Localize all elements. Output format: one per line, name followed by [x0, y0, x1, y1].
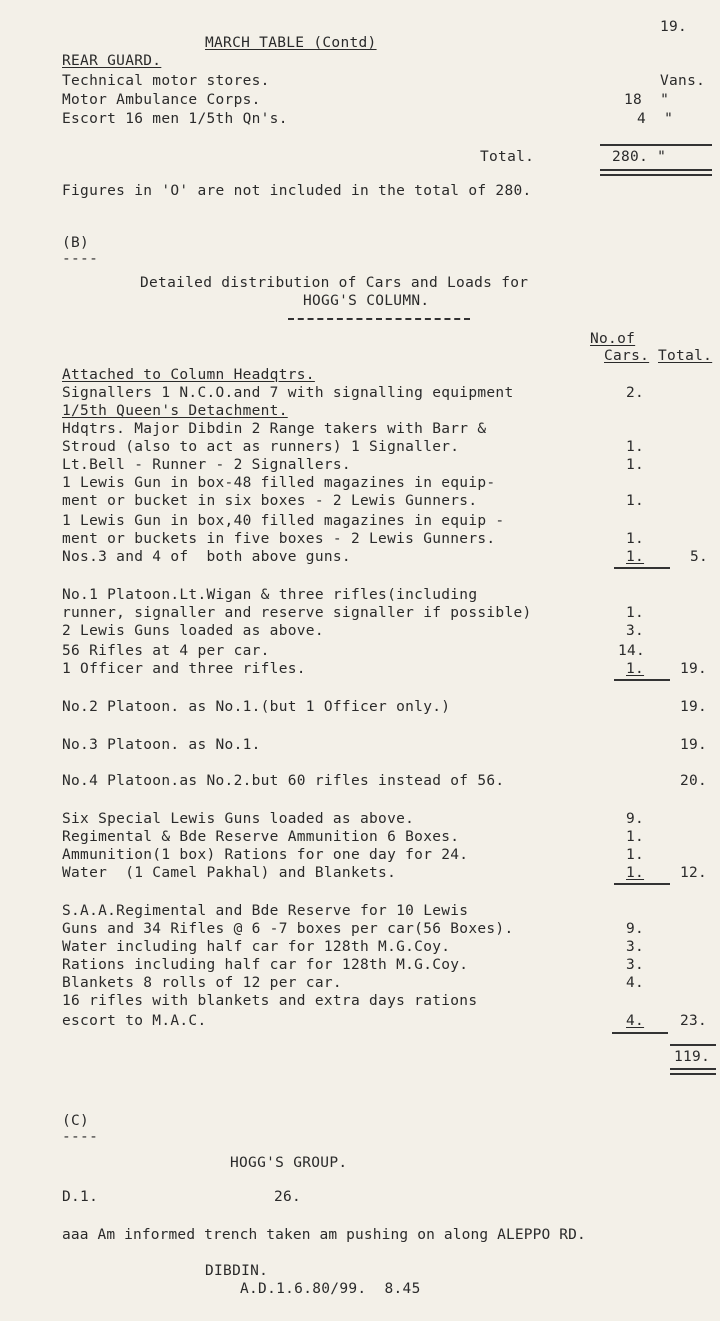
detail-line: 16 rifles with blankets and extra days rations [62, 993, 478, 1009]
cars-value: 1. [626, 439, 645, 455]
cars-subtotal-rule [614, 679, 670, 681]
detail-line: Blankets 8 rolls of 12 per car. [62, 975, 342, 991]
total-column-header: Total. [658, 348, 713, 364]
cars-value: 1. [626, 493, 645, 509]
cars-column-header: Cars. [604, 348, 650, 364]
total-label: Total. [480, 149, 535, 165]
detail-line: No.3 Platoon. as No.1. [62, 737, 261, 753]
section-b-marker: (B) [62, 235, 90, 251]
total-value: 12. [680, 865, 708, 881]
detail-line: ment or buckets in five boxes - 2 Lewis Gunners. [62, 531, 496, 547]
rear-guard-item: Escort 16 men 1/5th Qn's. [62, 111, 288, 127]
detail-line: 56 Rifles at 4 per car. [62, 643, 270, 659]
message-ref-number: 26. [274, 1189, 302, 1205]
total-value: 19. [680, 661, 708, 677]
section-b-title: Detailed distribution of Cars and Loads for [140, 275, 529, 291]
message-ref: D.1. [62, 1189, 99, 1205]
signature-ref: A.D.1.6.80/99. 8.45 [240, 1281, 421, 1297]
cars-value: 1. [626, 847, 645, 863]
cars-value: 3. [626, 957, 645, 973]
detail-line: Ammunition(1 box) Rations for one day for 24. [62, 847, 469, 863]
detail-line: runner, signaller and reserve signaller if possible) [62, 605, 532, 621]
cars-value: 1. [626, 829, 645, 845]
total-rule-bottom [600, 169, 712, 176]
cars-value: 9. [626, 921, 645, 937]
total-value: 20. [680, 773, 708, 789]
rear-guard-value: 4 " [637, 111, 674, 127]
total-value: 19. [680, 699, 708, 715]
footnote: Figures in 'O' are not included in the total of 280. [62, 183, 532, 199]
detail-line: Guns and 34 Rifles @ 6 -7 boxes per car(56 Boxes). [62, 921, 514, 937]
detail-line: ment or bucket in six boxes - 2 Lewis Gunners. [62, 493, 478, 509]
detail-line: 1/5th Queen's Detachment. [62, 403, 288, 419]
detail-line: S.A.A.Regimental and Bde Reserve for 10 Lewis [62, 903, 469, 919]
total-rule-top [600, 144, 712, 146]
detail-line: Hdqtrs. Major Dibdin 2 Range takers with Barr & [62, 421, 487, 437]
cars-value: 3. [626, 939, 645, 955]
cars-value: 1. [626, 865, 645, 881]
total-value: 5. [690, 549, 709, 565]
cars-subtotal-rule [614, 567, 670, 569]
detail-line: Stroud (also to act as runners) 1 Signaller. [62, 439, 460, 455]
grand-total: 119. [674, 1049, 711, 1065]
detail-line: 2 Lewis Guns loaded as above. [62, 623, 324, 639]
detail-line: Water (1 Camel Pakhal) and Blankets. [62, 865, 397, 881]
cars-value: 4. [626, 1013, 645, 1029]
cars-value: 9. [626, 811, 645, 827]
cars-subtotal-rule [614, 883, 670, 885]
cars-value: 1. [626, 605, 645, 621]
cars-value: 2. [626, 385, 645, 401]
detail-line: Rations including half car for 128th M.G.Coy. [62, 957, 469, 973]
section-b-dash: ---- [62, 251, 99, 267]
page-heading: MARCH TABLE (Contd) [205, 35, 377, 51]
cars-value: 1. [626, 531, 645, 547]
cars-column-header: No.of [590, 331, 636, 347]
cars-value: 1. [626, 549, 645, 565]
cars-value: 1. [626, 661, 645, 677]
signature: DIBDIN. [205, 1263, 269, 1279]
total-value: 23. [680, 1013, 708, 1029]
vans-header: Vans. [660, 73, 706, 89]
detail-line: Nos.3 and 4 of both above guns. [62, 549, 351, 565]
detail-line: Regimental & Bde Reserve Ammunition 6 Boxes. [62, 829, 460, 845]
cars-subtotal-rule [612, 1032, 668, 1034]
detail-line: No.1 Platoon.Lt.Wigan & three rifles(including [62, 587, 478, 603]
rear-guard-title: REAR GUARD. [62, 53, 162, 69]
grand-total-rule-top [670, 1044, 716, 1046]
cars-value: 1. [626, 457, 645, 473]
section-c-dash: ---- [62, 1129, 99, 1145]
grand-total-rule-bottom [670, 1068, 716, 1075]
detail-line: 1 Lewis Gun in box-48 filled magazines in equip- [62, 475, 496, 491]
detail-line: escort to M.A.C. [62, 1013, 207, 1029]
rear-guard-item: Motor Ambulance Corps. [62, 92, 261, 108]
total-value: 19. [680, 737, 708, 753]
detail-line: Water including half car for 128th M.G.Coy. [62, 939, 451, 955]
title-underline [288, 318, 470, 320]
section-c-title: HOGG'S GROUP. [230, 1155, 348, 1171]
cars-value: 4. [626, 975, 645, 991]
detail-line: Signallers 1 N.C.O.and 7 with signalling equipment [62, 385, 514, 401]
detail-line: 1 Officer and three rifles. [62, 661, 306, 677]
rear-guard-value: 18 " [624, 92, 670, 108]
detail-line: Lt.Bell - Runner - 2 Signallers. [62, 457, 351, 473]
detail-line: No.2 Platoon. as No.1.(but 1 Officer only.) [62, 699, 451, 715]
cars-value: 3. [626, 623, 645, 639]
detail-line: No.4 Platoon.as No.2.but 60 rifles instead of 56. [62, 773, 505, 789]
section-b-subtitle: HOGG'S COLUMN. [303, 293, 430, 309]
cars-value: 14. [618, 643, 646, 659]
page-number: 19. [660, 19, 688, 35]
rear-guard-item: Technical motor stores. [62, 73, 270, 89]
detail-line: Six Special Lewis Guns loaded as above. [62, 811, 415, 827]
message-text: aaa Am informed trench taken am pushing on along ALEPPO RD. [62, 1227, 586, 1243]
section-c-marker: (C) [62, 1113, 90, 1129]
detail-line: 1 Lewis Gun in box,40 filled magazines in equip - [62, 513, 505, 529]
detail-line: Attached to Column Headqtrs. [62, 367, 315, 383]
total-value: 280. " [612, 149, 667, 165]
